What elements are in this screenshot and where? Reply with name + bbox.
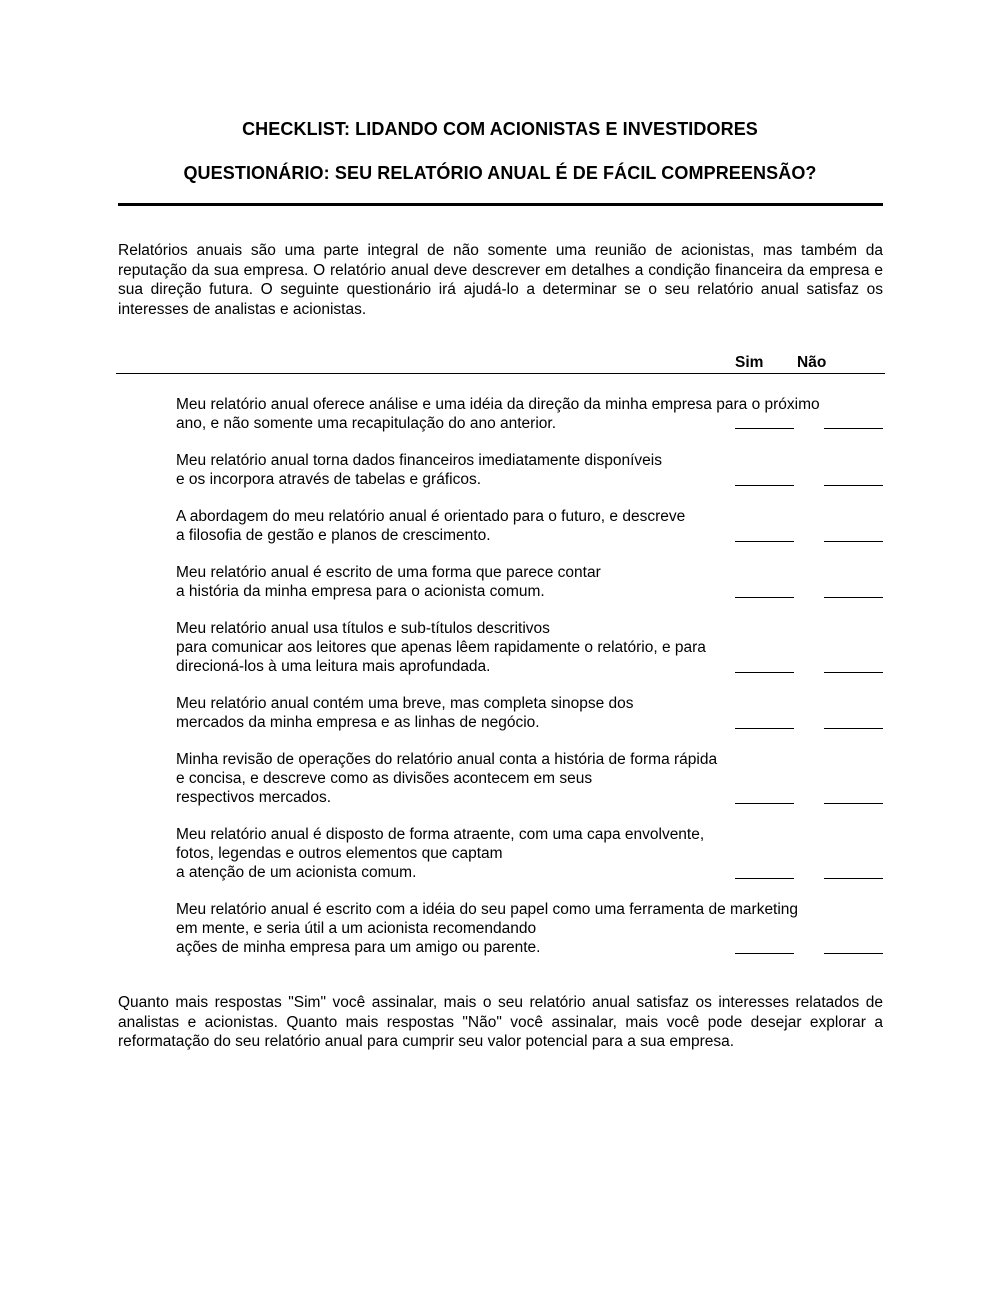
question-item <box>176 507 883 545</box>
question-line: respectivos mercados. <box>176 789 332 806</box>
question-line: fotos, legendas e outros elementos que captam <box>176 845 503 862</box>
answer-blank-yes[interactable] <box>735 485 794 486</box>
question-line: a atenção de um acionista comum. <box>176 864 417 881</box>
question-line: Meu relatório anual oferece análise e uma idéia da direção da minha empresa para o próximo <box>176 396 820 413</box>
question-item <box>176 825 883 882</box>
answer-blank-no[interactable] <box>824 428 883 429</box>
question-line: a filosofia de gestão e planos de crescimento. <box>176 527 491 544</box>
question-line: Meu relatório anual é escrito de uma forma que parece contar <box>176 564 601 581</box>
question-item <box>176 750 883 807</box>
question-item <box>176 694 883 732</box>
question-item <box>176 563 883 601</box>
question-line: Meu relatório anual é escrito com a idéia do seu papel como uma ferramenta de marketing <box>176 901 799 918</box>
document-title: CHECKLIST: LIDANDO COM ACIONISTAS E INVESTIDORES <box>242 119 758 139</box>
question-item <box>176 619 883 676</box>
question-line: direcioná-los à uma leitura mais aprofundada. <box>176 658 491 675</box>
answer-blank-no[interactable] <box>824 672 883 673</box>
answer-blank-yes[interactable] <box>735 728 794 729</box>
question-line: e os incorpora através de tabelas e gráficos. <box>176 471 482 488</box>
intro-paragraph: Relatórios anuais são uma parte integral de não somente uma reunião de acionistas, mas também da reputação da sua empresa. O relatório anual deve descrever em detalhes a condição financeira da empresa e sua direção futura. O seguinte questionário irá ajudá-lo a determinar se o seu relatório anual satisfaz os interesses de analistas e acionistas. <box>118 242 883 318</box>
question-line: A abordagem do meu relatório anual é orientado para o futuro, e descreve <box>176 508 686 525</box>
answer-blank-no[interactable] <box>824 953 883 954</box>
column-header-yes: Sim <box>735 354 764 371</box>
answer-blank-no[interactable] <box>824 878 883 879</box>
question-item <box>176 451 883 489</box>
answer-blank-no[interactable] <box>824 597 883 598</box>
answer-blank-yes[interactable] <box>735 878 794 879</box>
question-line: e concisa, e descreve como as divisões acontecem em seus <box>176 770 593 787</box>
document-subtitle: QUESTIONÁRIO: SEU RELATÓRIO ANUAL É DE FÁCIL COMPREENSÃO? <box>183 163 817 183</box>
answer-blank-yes[interactable] <box>735 428 794 429</box>
column-header-no: Não <box>797 354 827 371</box>
table-header-divider <box>116 373 885 374</box>
answer-blank-yes[interactable] <box>735 803 794 804</box>
question-line: Meu relatório anual contém uma breve, mas completa sinopse dos <box>176 695 634 712</box>
header-divider <box>118 203 883 206</box>
answer-blank-no[interactable] <box>824 541 883 542</box>
question-line: Minha revisão de operações do relatório anual conta a história de forma rápida <box>176 751 718 768</box>
question-line: Meu relatório anual torna dados financeiros imediatamente disponíveis <box>176 452 662 469</box>
question-line: ano, e não somente uma recapitulação do ano anterior. <box>176 415 557 432</box>
answer-blank-yes[interactable] <box>735 953 794 954</box>
question-line: Meu relatório anual usa títulos e sub-títulos descritivos <box>176 620 550 637</box>
answer-blank-yes[interactable] <box>735 597 794 598</box>
question-line: a história da minha empresa para o acionista comum. <box>176 583 545 600</box>
question-line: mercados da minha empresa e as linhas de negócio. <box>176 714 540 731</box>
closing-paragraph: Quanto mais respostas "Sim" você assinalar, mais o seu relatório anual satisfaz os interesses relatados de analistas e acionistas. Quanto mais respostas "Não" você assinalar, mais você pode desejar explorar a reformatação do seu relatório anual para cumprir seu valor potencial para a sua empresa. <box>118 994 883 1050</box>
question-line: em mente, e seria útil a um acionista recomendando <box>176 920 537 937</box>
question-line: Meu relatório anual é disposto de forma atraente, com uma capa envolvente, <box>176 826 705 843</box>
answer-blank-no[interactable] <box>824 485 883 486</box>
question-line: ações de minha empresa para um amigo ou parente. <box>176 939 541 956</box>
question-line: para comunicar aos leitores que apenas lêem rapidamente o relatório, e para <box>176 639 706 656</box>
answer-blank-yes[interactable] <box>735 541 794 542</box>
answer-blank-no[interactable] <box>824 728 883 729</box>
answer-blank-no[interactable] <box>824 803 883 804</box>
answer-blank-yes[interactable] <box>735 672 794 673</box>
question-item <box>176 900 883 957</box>
